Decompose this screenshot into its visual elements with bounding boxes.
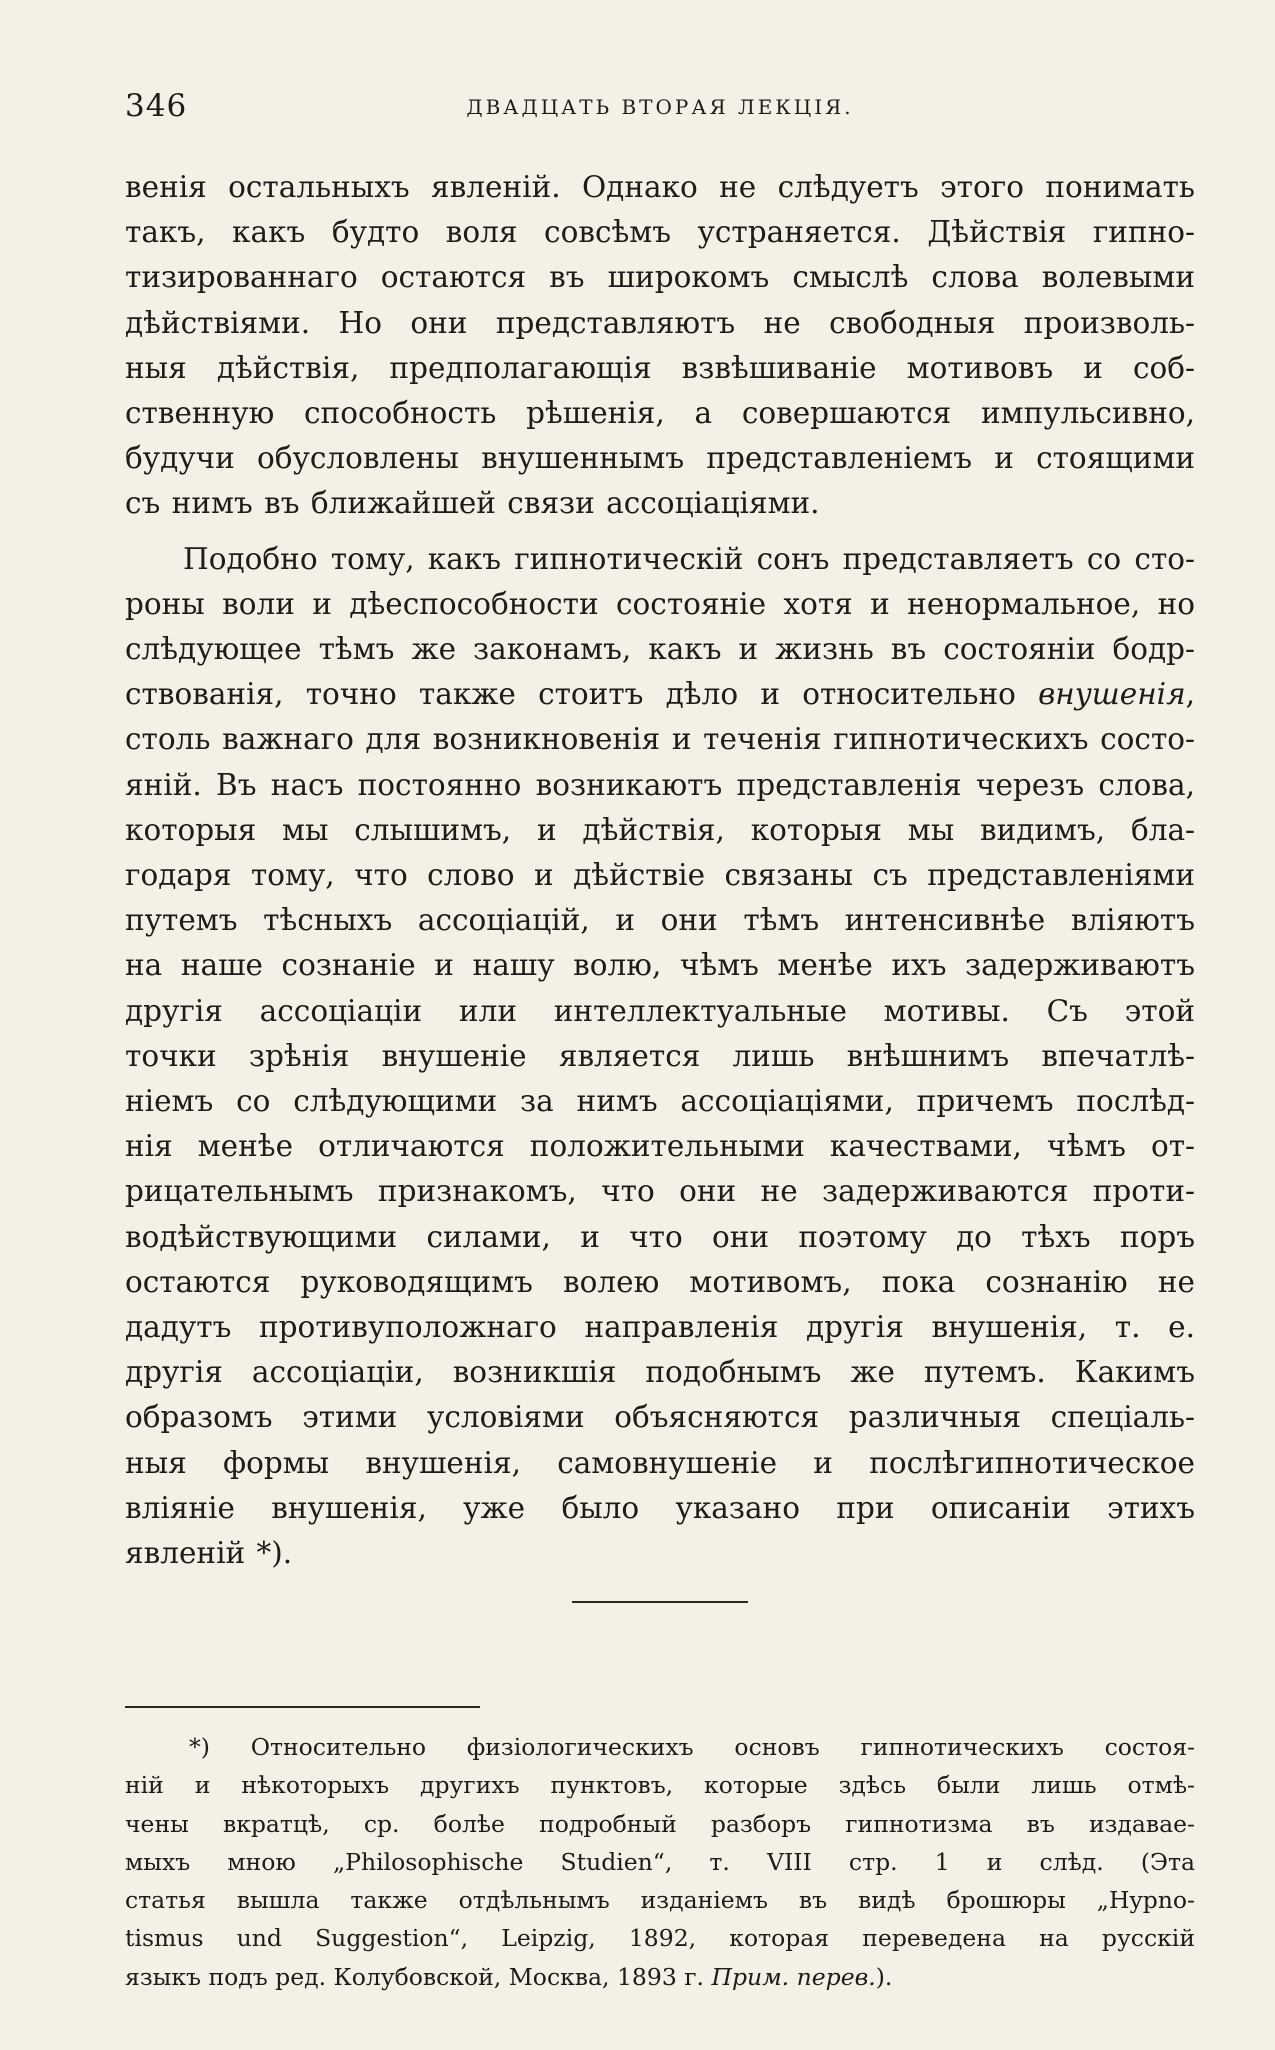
footnote-line: статья вышла также отдѣльнымъ изданіемъ въ видѣ брошюры „Hypno- bbox=[125, 1886, 1195, 1915]
text-line: ныя формы внушенія, самовнушеніе и послѣгипнотическое bbox=[125, 1445, 1195, 1480]
text-line: путемъ тѣсныхъ ассоціацій, и они тѣмъ интенсивнѣе вліяютъ bbox=[125, 903, 1195, 938]
text-line: яній. Въ насъ постоянно возникаютъ представленія черезъ слова, bbox=[125, 767, 1195, 802]
text-run: , bbox=[1185, 677, 1195, 712]
text-line: роны воли и дѣеспособности состояніе хотя и ненормальное, но bbox=[125, 586, 1195, 621]
paragraph-1 bbox=[125, 165, 1195, 527]
text-line: вліяніе внушенія, уже было указано при описаніи этихъ bbox=[125, 1490, 1195, 1525]
footnote-divider bbox=[125, 1706, 480, 1708]
text-line: ственную способность рѣшенія, а совершаются импульсивно, bbox=[125, 396, 1195, 431]
text-line: на наше сознаніе и нашу волю, чѣмъ менѣе ихъ задерживаютъ bbox=[125, 948, 1195, 983]
text-line: такъ, какъ будто воля совсѣмъ устраняется. Дѣйствія гипно- bbox=[125, 215, 1195, 250]
text-line: съ нимъ въ ближайшей связи ассоціаціями. bbox=[125, 486, 820, 521]
text-line: дѣйствіями. Но они представляютъ не свободныя произволь- bbox=[125, 305, 1195, 340]
footnote bbox=[125, 1728, 1195, 1996]
text-line: остаются руководящимъ волею мотивомъ, пока сознанію не bbox=[125, 1264, 1195, 1299]
text-line: явленій *). bbox=[125, 1536, 293, 1571]
text-line: точки зрѣнія внушеніе является лишь внѣшнимъ впечатлѣ- bbox=[125, 1038, 1195, 1073]
running-title: ДВАДЦАТЬ ВТОРАЯ ЛЕКЦІЯ. bbox=[466, 95, 854, 119]
footnote-line: *) Относительно физіологическихъ основъ гипнотическихъ состоя- bbox=[189, 1733, 1195, 1761]
section-divider bbox=[572, 1601, 748, 1603]
text-line: дадутъ противуположнаго направленія другія внушенія, т. е. bbox=[125, 1310, 1195, 1345]
text-line: Подобно тому, какъ гипнотическій сонъ представляетъ со сто- bbox=[183, 541, 1195, 576]
paragraph-gap bbox=[125, 527, 1195, 537]
text-run: ствованія, точно также стоитъ дѣло и относительно bbox=[125, 677, 1039, 712]
text-line: столь важнаго для возникновенія и теченія гипнотическихъ состо- bbox=[125, 722, 1195, 757]
text-line: ныя дѣйствія, предполагающія взвѣшиваніе мотивовъ и соб- bbox=[125, 350, 1195, 385]
footnote-line: чены вкратцѣ, ср. болѣе подробный разборъ гипнотизма въ издавае- bbox=[125, 1809, 1195, 1838]
text-line: водѣйствующими силами, и что они поэтому до тѣхъ поръ bbox=[125, 1219, 1195, 1254]
text-line: тизированнаго остаются въ широкомъ смыслѣ слова волевыми bbox=[125, 260, 1195, 295]
footnote-line: tismus und Suggestion“, Leipzig, 1892, которая переведена на русскій bbox=[125, 1924, 1195, 1953]
text-line: другія ассоціаціи, возникшія подобнымъ же путемъ. Какимъ bbox=[125, 1355, 1195, 1390]
text-line: нія менѣе отличаются положительными качествами, чѣмъ от- bbox=[125, 1129, 1195, 1164]
text-line: слѣдующее тѣмъ же законамъ, какъ и жизнь въ состояніи бодр- bbox=[125, 632, 1195, 667]
footnote-line: мыхъ мною „Philosophische Studien“, т. VIII стр. 1 и слѣд. (Эта bbox=[125, 1847, 1195, 1876]
text-line: ніемъ со слѣдующими за нимъ ассоціаціями, причемъ послѣд- bbox=[125, 1084, 1195, 1119]
translator-note: Прим. перев. bbox=[711, 1962, 876, 1991]
body-text bbox=[125, 165, 1195, 1576]
text-line-with-emphasis bbox=[125, 672, 1195, 717]
text-line: будучи обусловлены внушеннымъ представленіемъ и стоящими bbox=[125, 441, 1195, 476]
text-line: образомъ этими условіями объясняются различныя спеціаль- bbox=[125, 1400, 1195, 1435]
footnote-line-with-emphasis bbox=[125, 1958, 1195, 1996]
paragraph-2 bbox=[125, 537, 1195, 1577]
footnote-line: ній и нѣкоторыхъ другихъ пунктовъ, которые здѣсь были лишь отмѣ- bbox=[125, 1771, 1195, 1800]
text-line: годаря тому, что слово и дѣйствіе связаны съ представленіями bbox=[125, 858, 1195, 893]
text-run: ). bbox=[875, 1962, 893, 1991]
page-number: 346 bbox=[125, 88, 188, 124]
text-line: которыя мы слышимъ, и дѣйствія, которыя мы видимъ, бла- bbox=[125, 812, 1195, 847]
text-line: рицательнымъ признакомъ, что они не задерживаются проти- bbox=[125, 1174, 1195, 1209]
emphasized-word: внушенія bbox=[1038, 677, 1186, 712]
running-head bbox=[125, 88, 1195, 128]
text-line: венія остальныхъ явленій. Однако не слѣдуетъ этого понимать bbox=[125, 170, 1195, 204]
text-line: другія ассоціаціи или интеллектуальные мотивы. Съ этой bbox=[125, 993, 1195, 1028]
text-run: языкъ подъ ред. Колубовской, Москва, 1893 г. bbox=[125, 1962, 712, 1991]
